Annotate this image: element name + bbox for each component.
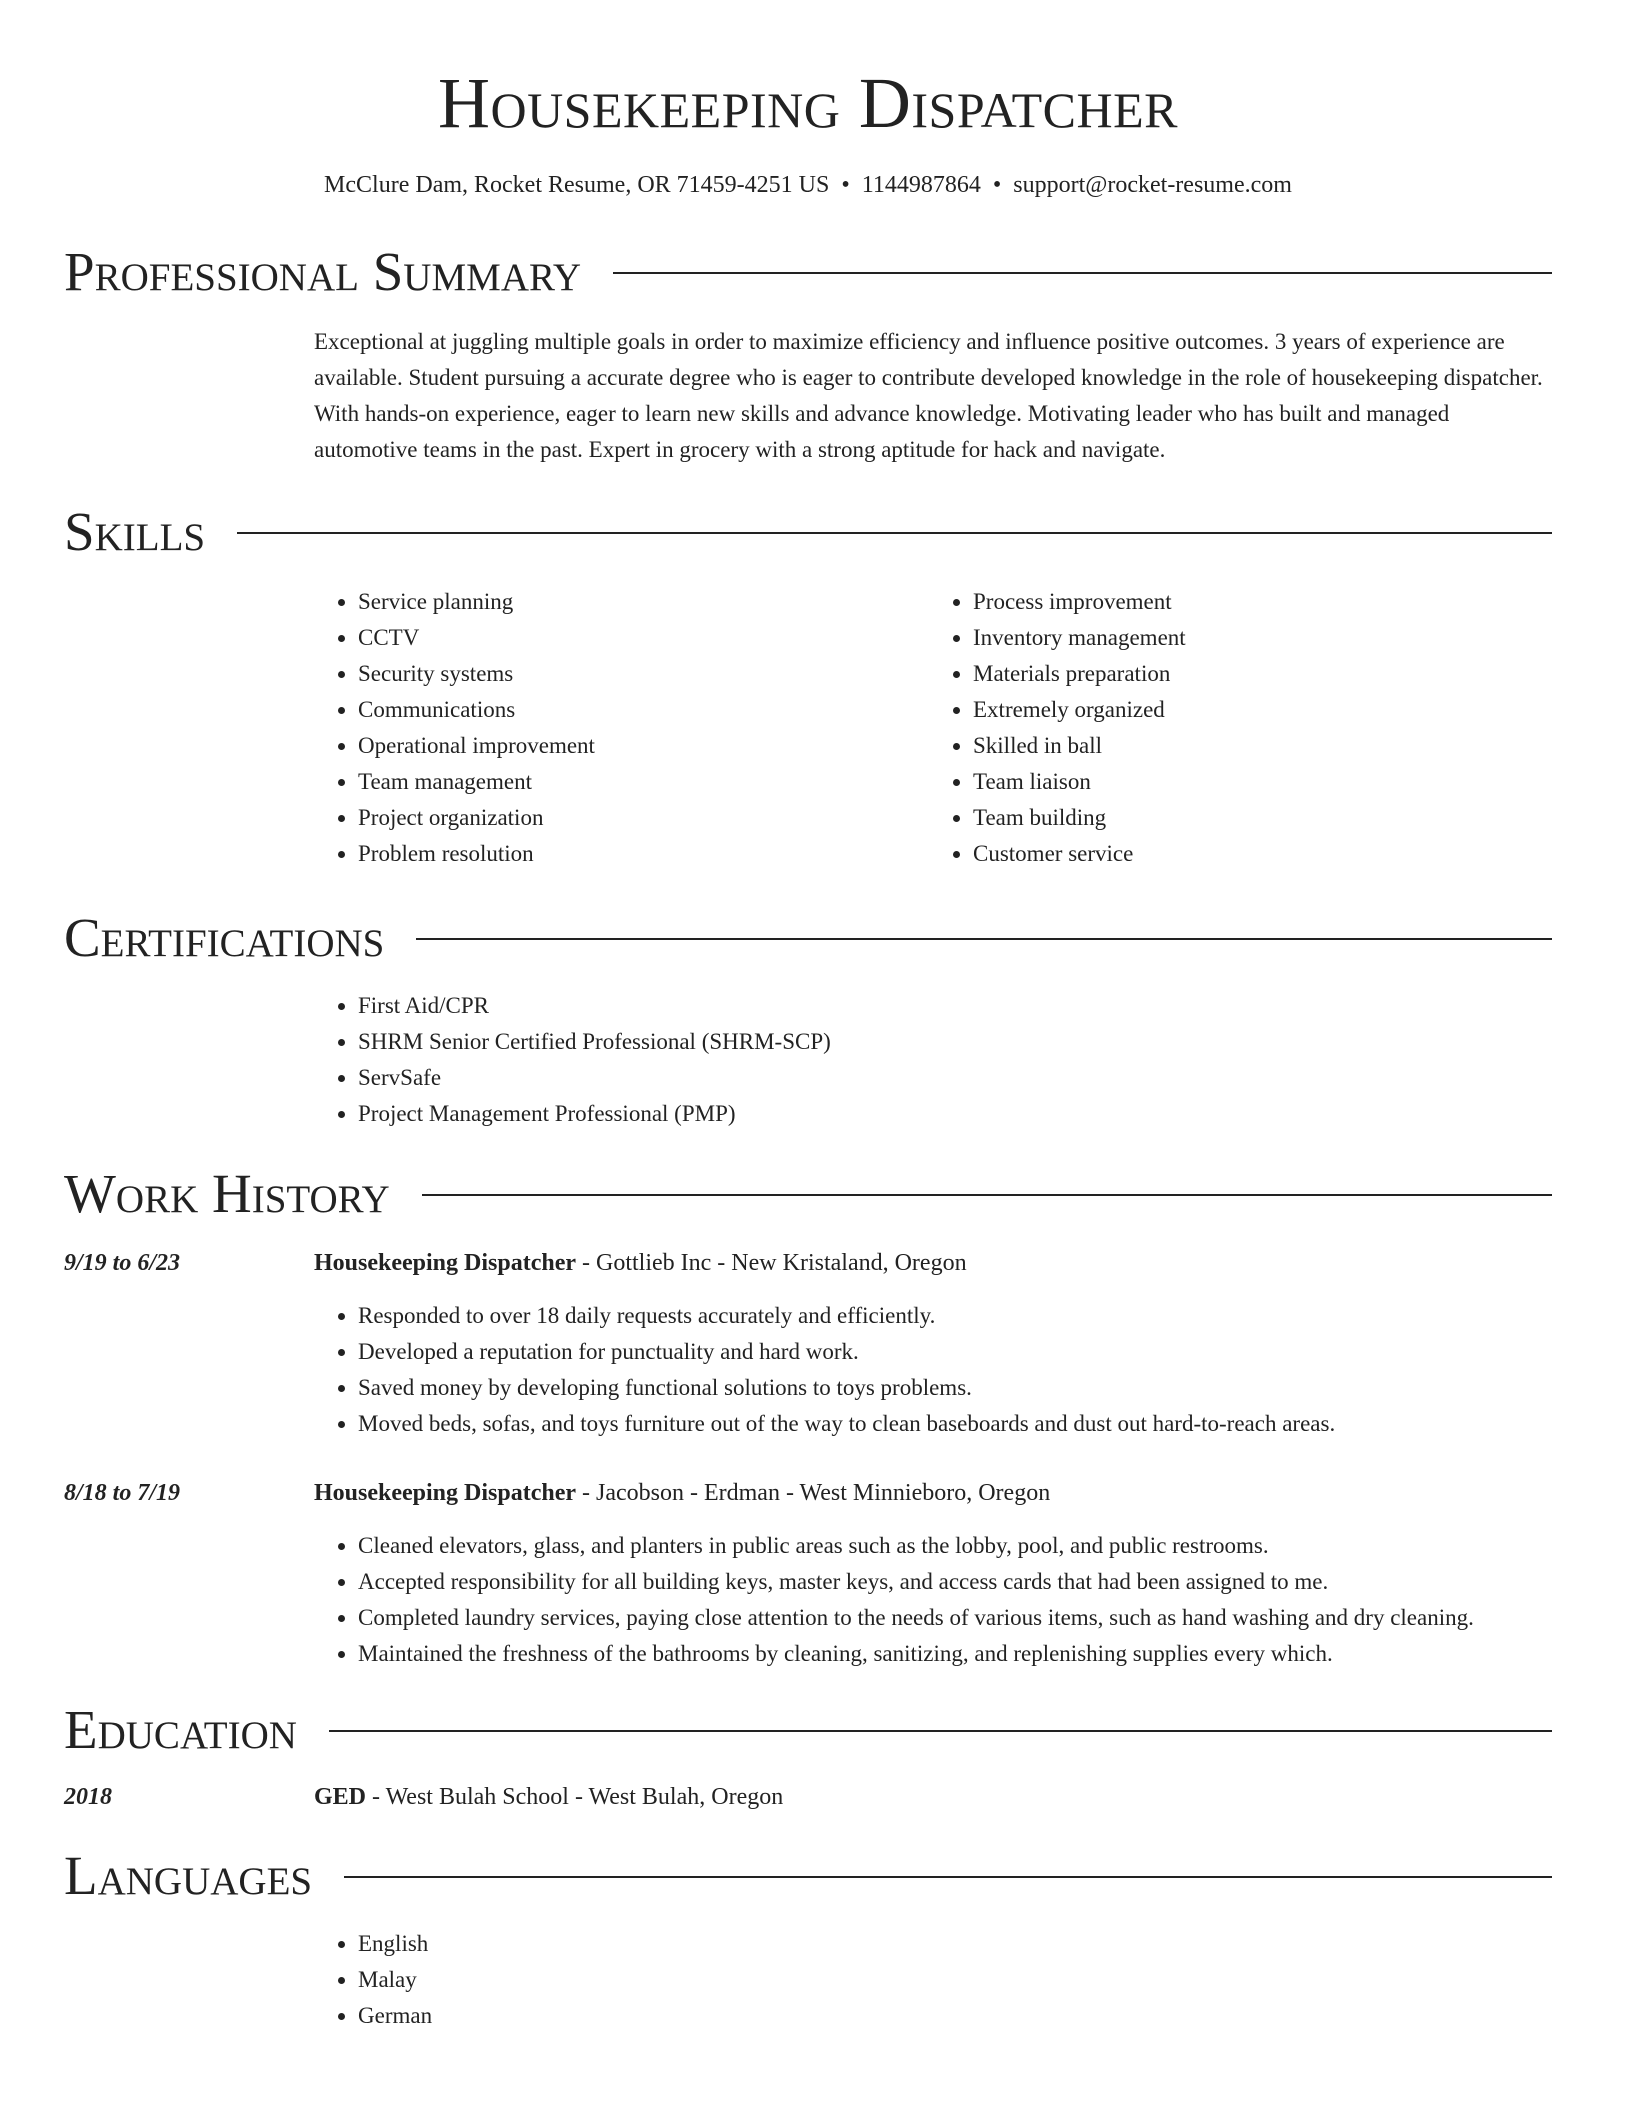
section-divider [613,272,1552,274]
certification-item: • Project Management Professional (PMP) [358,1096,1552,1132]
skills-column-left [314,584,929,872]
work-bullet: • Cleaned elevators, glass, and planters in public areas such as the lobby, pool, and public restrooms. [358,1528,1552,1564]
contact-separator: • [992,172,1002,198]
skill-item: • Process improvement [973,584,1544,620]
section-divider [416,938,1552,940]
language-item: • English [358,1926,1552,1962]
work-entry [64,1476,1552,1672]
skill-item: • CCTV [358,620,929,656]
skill-item: • Service planning [358,584,929,620]
section-divider [237,532,1552,534]
certifications-section-title: Certifications [64,907,385,968]
work-entry-content [314,1476,1552,1672]
candidate-name: Housekeeping Dispatcher [437,63,1179,143]
work-role: Housekeeping Dispatcher [314,1250,577,1276]
work-section-header [64,1164,1552,1224]
languages-list [314,1926,1552,2034]
summary-section-header [64,242,1552,302]
skills-grid [314,584,1552,872]
certification-item: • SHRM Senior Certified Professional (SHRM-SCP) [358,1024,1552,1060]
skill-item: • Team building [973,800,1544,836]
education-school: - West Bulah School - West Bulah, Oregon [366,1784,784,1810]
work-bullet: • Completed laundry services, paying close attention to the needs of various items, such as hand washing and dry cleaning. [358,1600,1552,1636]
education-entry [64,1780,1552,1814]
work-role-line [314,1476,1552,1510]
work-entry-content [314,1246,1552,1442]
work-bullet: • Moved beds, sofas, and toys furniture out of the way to clean baseboards and dust out hard-to-reach areas. [358,1406,1552,1442]
work-bullet: • Accepted responsibility for all building keys, master keys, and access cards that had been assigned to me. [358,1564,1552,1600]
skill-item: • Operational improvement [358,728,929,764]
skill-item: • Project organization [358,800,929,836]
languages-section-title: Languages [64,1845,313,1906]
education-section-header [64,1700,1552,1760]
contact-line [64,170,1552,200]
skill-item: • Skilled in ball [973,728,1544,764]
summary-text: Exceptional at juggling multiple goals in order to maximize efficiency and influence positive outcomes. 3 years of experience are available. Student pursuing a accurate degree who is eager to contribute developed knowledge in the role of housekeeping dispatcher. With hands-on experience, eager to learn new skills and advance knowledge. Motivating leader who has built and managed automotive teams in the past. Expert in grocery with a strong aptitude for hack and navigate. [314,329,1543,462]
section-divider [329,1730,1552,1732]
skill-item: • Problem resolution [358,836,929,872]
skill-item: • Customer service [973,836,1544,872]
work-role: Housekeeping Dispatcher [314,1480,577,1506]
education-line [314,1780,1552,1814]
skill-item: • Inventory management [973,620,1544,656]
work-employer: - Gottlieb Inc - New Kristaland, Oregon [576,1250,967,1276]
contact-address: McClure Dam, Rocket Resume, OR 71459-4251 US [324,172,830,198]
education-entry-content [314,1780,1552,1814]
languages-section-header [64,1846,1552,1906]
education-year: 2018 [64,1784,112,1810]
work-role-line [314,1246,1552,1280]
education-degree: GED [314,1784,367,1810]
skills-section-title: Skills [64,501,206,562]
skill-item: • Team liaison [973,764,1544,800]
certifications-section-header [64,908,1552,968]
skills-section-header [64,502,1552,562]
section-divider [344,1876,1552,1878]
work-dates: 8/18 to 7/19 [64,1480,181,1506]
work-employer: - Jacobson - Erdman - West Minnieboro, Oregon [576,1480,1051,1506]
education-section-title: Education [64,1699,297,1760]
contact-separator: • [841,172,850,198]
skills-column-right [929,584,1544,872]
summary-section-title: Professional Summary [64,241,582,302]
contact-phone: 1144987864 [861,172,981,198]
work-dates: 9/19 to 6/23 [64,1250,181,1276]
language-item: • German [358,1998,1552,2034]
contact-email: support@rocket-resume.com [1013,172,1292,198]
skill-item: • Materials preparation [973,656,1544,692]
language-item: • Malay [358,1962,1552,1998]
work-bullet: • Maintained the freshness of the bathrooms by cleaning, sanitizing, and replenishing supplies every which. [358,1636,1552,1672]
work-entry [64,1246,1552,1442]
work-bullet: • Developed a reputation for punctuality and hard work. [358,1334,1552,1370]
work-section-title: Work History [64,1163,390,1224]
skill-item: • Communications [358,692,929,728]
skill-item: • Team management [358,764,929,800]
skill-item: • Extremely organized [973,692,1544,728]
work-bullet: • Responded to over 18 daily requests accurately and efficiently. [358,1298,1552,1334]
work-bullet: • Saved money by developing functional solutions to toys problems. [358,1370,1552,1406]
certification-item: • First Aid/CPR [358,988,1552,1024]
certification-item: • ServSafe [358,1060,1552,1096]
skill-item: • Security systems [358,656,929,692]
section-divider [422,1194,1552,1196]
certifications-list [314,988,1552,1132]
